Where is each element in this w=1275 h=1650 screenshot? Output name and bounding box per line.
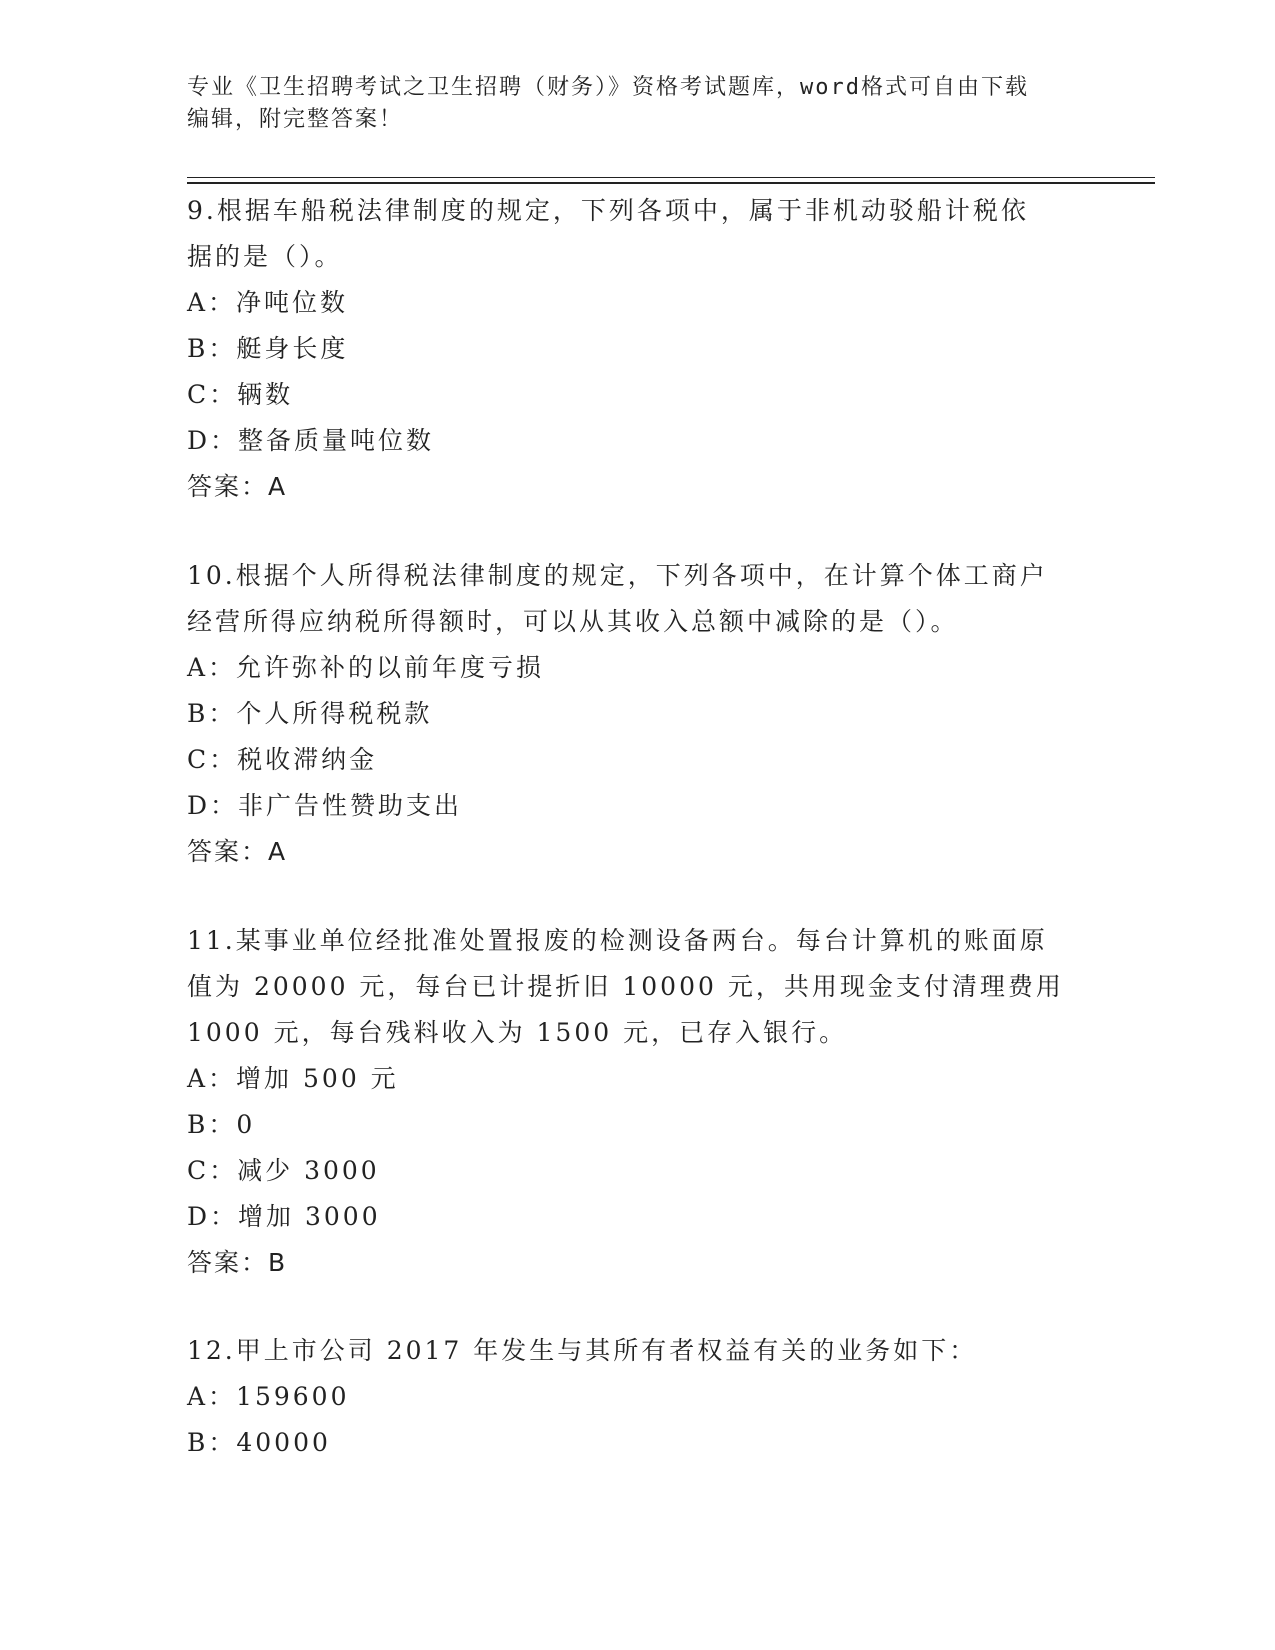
question-stem [187, 1328, 1087, 1374]
option-c: C：辆数 [187, 380, 294, 409]
option-d: D：整备质量吨位数 [187, 426, 435, 455]
option-d: D：增加 3000 [187, 1202, 381, 1231]
question-block [187, 1328, 1087, 1466]
stem-line: 经营所得应纳税所得额时，可以从其收入总额中减除的是（）。 [187, 607, 959, 636]
question-block [187, 918, 1087, 1286]
question-stem [187, 553, 1087, 645]
answer-line: 答案：B [187, 1248, 288, 1277]
option-a: A：净吨位数 [187, 288, 349, 317]
document-header [187, 72, 1087, 136]
header-line-1: 专业《卫生招聘考试之卫生招聘（财务）》资格考试题库，word格式可自由下载 [187, 75, 1029, 100]
option-a: A：159600 [187, 1382, 350, 1411]
option-b: B：0 [187, 1110, 256, 1139]
stem-line: 12.甲上市公司 2017 年发生与其所有者权益有关的业务如下： [187, 1336, 978, 1365]
header-line-2: 编辑，附完整答案！ [187, 107, 404, 132]
stem-line: 10.根据个人所得税法律制度的规定，下列各项中，在计算个体工商户 [187, 561, 1048, 590]
question-stem [187, 918, 1087, 1056]
question-block [187, 188, 1087, 510]
header-divider-thick [187, 182, 1155, 184]
stem-line: 据的是（）。 [187, 242, 343, 271]
option-d: D：非广告性赞助支出 [187, 791, 463, 820]
question-block [187, 553, 1087, 875]
stem-line: 9.根据车船税法律制度的规定，下列各项中，属于非机动驳船计税依 [187, 196, 1029, 225]
header-divider-thin [187, 177, 1155, 178]
option-b: B：个人所得税税款 [187, 699, 433, 728]
option-a: A：增加 500 元 [187, 1064, 399, 1093]
question-stem [187, 188, 1087, 280]
option-b: B：艇身长度 [187, 334, 349, 363]
answer-line: 答案：A [187, 837, 288, 866]
stem-line: 11.某事业单位经批准处置报废的检测设备两台。每台计算机的账面原 [187, 926, 1048, 955]
option-a: A：允许弥补的以前年度亏损 [187, 653, 545, 682]
option-c: C：税收滞纳金 [187, 745, 378, 774]
stem-line: 1000 元，每台残料收入为 1500 元，已存入银行。 [187, 1018, 848, 1047]
option-c: C：减少 3000 [187, 1156, 380, 1185]
stem-line: 值为 20000 元，每台已计提折旧 10000 元，共用现金支付清理费用 [187, 972, 1064, 1001]
answer-line: 答案：A [187, 472, 288, 501]
option-b: B：40000 [187, 1428, 331, 1457]
